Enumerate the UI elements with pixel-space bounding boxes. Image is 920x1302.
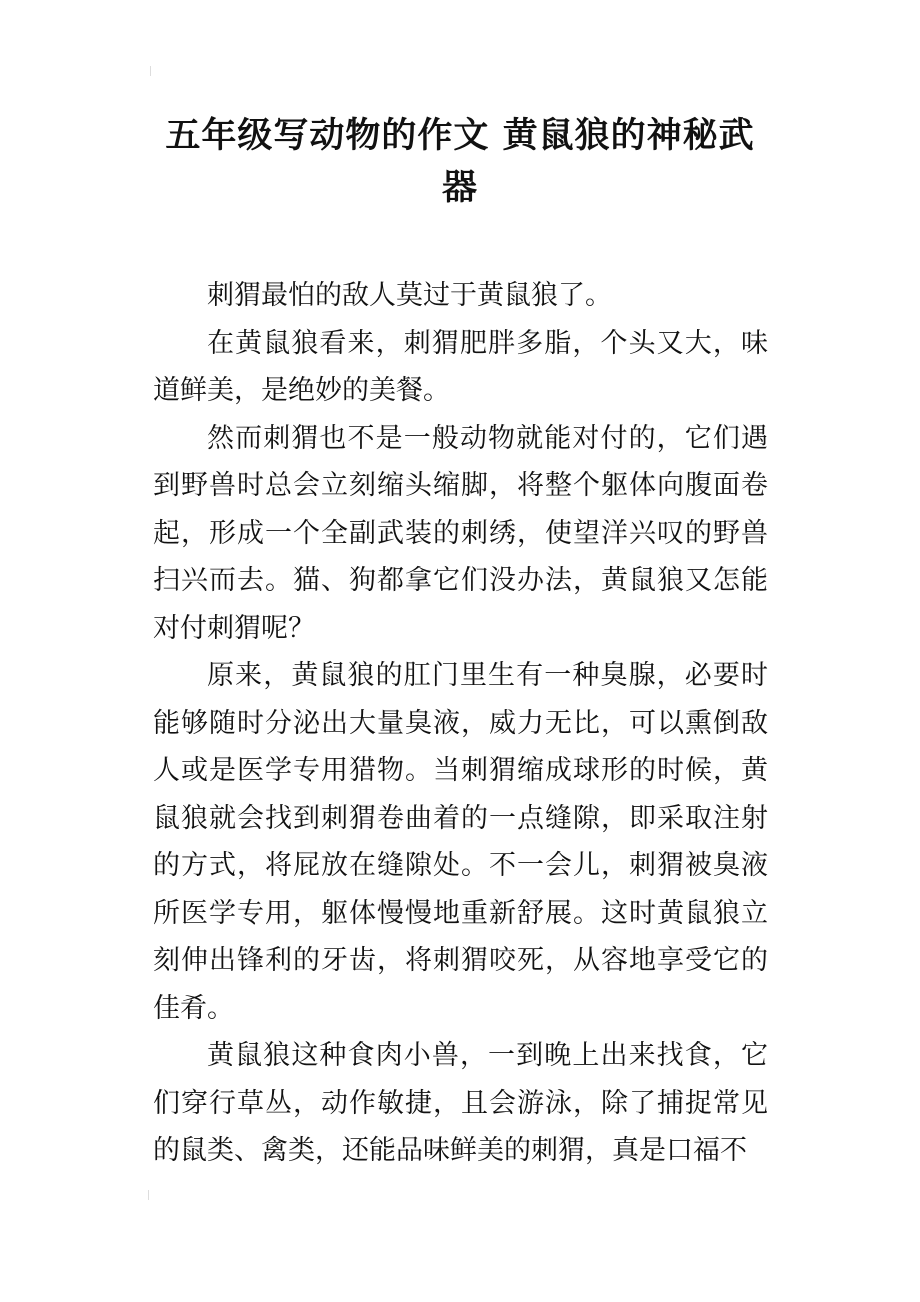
page-corner-mark: [148, 1190, 155, 1200]
document-title: 五年级写动物的作文 黄鼠狼的神秘武器: [165, 116, 755, 208]
paragraph: 刺猬最怕的敌人莫过于黄鼠狼了。: [207, 280, 612, 311]
paragraph: 然而刺猬也不是一般动物就能对付的，它们遇到野兽时总会立刻缩头缩脚，将整个躯体向腹面卷起，形成一个全副武装的刺绣，使望洋兴叹的野兽扫兴而去。猫、狗都拿它们没办法，黄鼠狼又怎能对付刺猬呢？: [153, 422, 768, 644]
paragraph: 黄鼠狼这种食肉小兽，一到晚上出来找食，它们穿行草丛，动作敏捷，且会游泳，除了捕捉常见的鼠类、禽类，还能品味鲜美的刺猬，真是口福不: [153, 1040, 768, 1166]
paragraph: 在黄鼠狼看来，刺猬肥胖多脂，个头又大，味道鲜美，是绝妙的美餐。: [153, 327, 768, 406]
paragraph: 原来，黄鼠狼的肛门里生有一种臭腺，必要时能够随时分泌出大量臭液，威力无比，可以熏倒敌人或是医学专用猎物。当刺猬缩成球形的时候，黄鼠狼就会找到刺猬卷曲着的一点缝隙，即采取注射的方式，将屁放在缝隙处。不一会儿，刺猬被臭液所医学专用，躯体慢慢地重新舒展。这时黄鼠狼立刻伸出锋利的牙齿，将刺猬咬死，从容地享受它的佳肴。: [153, 660, 768, 1024]
document-body: [153, 272, 768, 1175]
page-corner-mark: [150, 66, 157, 76]
